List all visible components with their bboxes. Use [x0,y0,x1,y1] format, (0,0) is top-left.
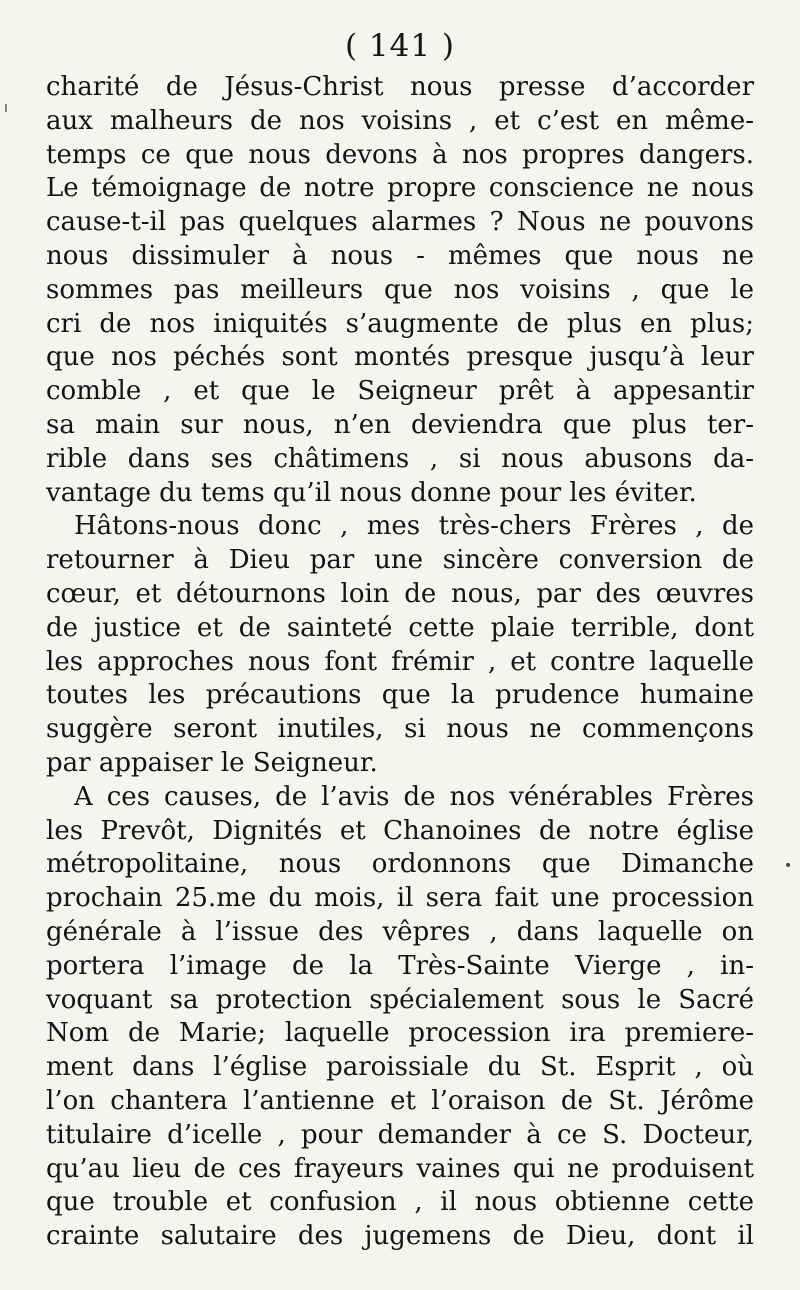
text-line: par appaiser le Seigneur. [46,747,378,778]
text-line: retourner à Dieu par une sincère conversion de [46,545,754,576]
text-line: comble , et que le Seigneur prêt à appesantir [46,376,754,407]
text-line: sommes pas meilleurs que nos voisins , que le [46,274,754,305]
text-line: cri de nos iniquités s’augmente de plus en plus; [46,308,754,339]
text-line: aux malheurs de nos voisins , et c’est en même- [46,105,754,136]
text-line: Nom de Marie; laquelle procession ira premiere- [46,1018,754,1049]
text-line: les Prevôt, Dignités et Chanoines de notre église [46,815,754,846]
text-line: que nos péchés sont montés presque jusqu’à leur [46,342,754,373]
text-line: prochain 25.me du mois, il sera fait une procession [46,883,754,914]
text-line: Hâtons-nous donc , mes très-chers Frères , de [74,511,754,542]
page-number-header: ( 141 ) [344,28,456,64]
text-line: voquant sa protection spécialement sous le Sacré [46,984,754,1015]
text-line: Le témoignage de notre propre conscience ne nous [46,173,754,204]
text-line: de justice et de sainteté cette plaie terrible, dont [46,612,754,643]
text-line: cause-t-il pas quelques alarmes ? Nous ne pouvons [46,207,754,238]
text-line: vantage du tems qu’il nous donne pour les éviter. [46,477,697,508]
text-line: ment dans l’église paroissiale du St. Esprit , où [46,1052,754,1083]
body-text [46,71,754,1254]
margin-mark: ı [4,100,8,116]
text-line: crainte salutaire des jugemens de Dieu, dont il [46,1221,754,1252]
margin-mark: • [784,858,793,874]
text-line: portera l’image de la Très-Sainte Vierge , in- [46,950,754,981]
text-line: temps ce que nous devons à nos propres dangers. [46,139,754,170]
text-line: nous dissimuler à nous - mêmes que nous ne [46,240,754,271]
text-line: l’on chantera l’antienne et l’oraison de St. Jérôme [46,1085,754,1116]
text-line: rible dans ses châtimens , si nous abusons da- [46,443,754,474]
text-line: métropolitaine, nous ordonnons que Dimanche [46,849,754,880]
text-line: toutes les précautions que la prudence humaine [46,680,754,711]
text-line: suggère seront inutiles, si nous ne commençons [46,714,754,745]
text-line: que trouble et confusion , il nous obtienne cette [46,1187,754,1218]
text-line: cœur, et détournons loin de nous, par des œuvres [46,578,754,609]
text-line: A ces causes, de l’avis de nos vénérables Frères [74,781,754,812]
text-line: charité de Jésus-Christ nous presse d’accorder [46,72,754,102]
text-line: les approches nous font frémir , et contre laquelle [46,646,754,677]
text-line: sa main sur nous, n’en deviendra que plus ter- [46,409,754,440]
text-line: titulaire d’icelle , pour demander à ce S. Docteur, [46,1119,754,1150]
text-line: générale à l’issue des vêpres , dans laquelle on [46,916,754,947]
text-line: qu’au lieu de ces frayeurs vaines qui ne produisent [46,1153,754,1184]
